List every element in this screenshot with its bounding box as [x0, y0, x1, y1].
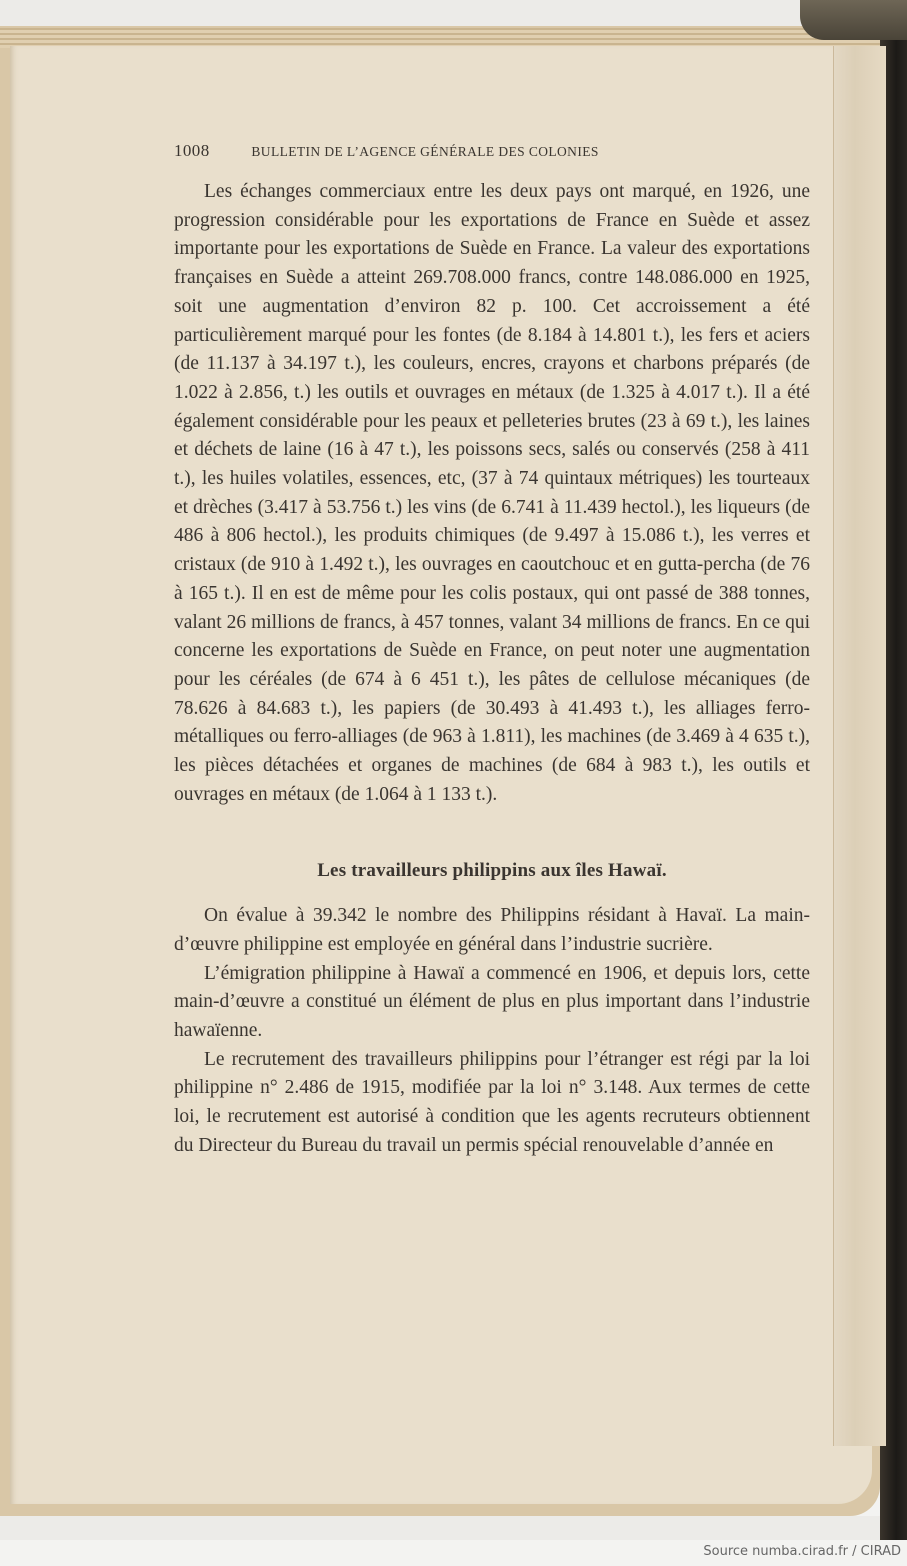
- source-credit: Source numba.cirad.fr / CIRAD: [703, 1544, 901, 1559]
- book-spine-top: [800, 0, 907, 40]
- section-title: Les travailleurs philippins aux îles Hawaï.: [317, 860, 667, 882]
- scan-background-top: [0, 0, 907, 28]
- running-title: BULLETIN DE L’AGENCE GÉNÉRALE DES COLONIES: [251, 144, 599, 159]
- page-stack-edges: [0, 28, 880, 48]
- page-fold-edge: [833, 46, 886, 1446]
- paragraph: On évalue à 39.342 le nombre des Philippins résidant à Havaï. La main-d’œuvre philippine est employée en général dans l’industrie sucrière.: [174, 905, 810, 955]
- page-body: [174, 178, 810, 1161]
- paragraph: L’émigration philippine à Hawaï a commencé en 1906, et depuis lors, cette main-d’œuvre a constitué un élément de plus en plus important dans l’industrie hawaïenne.: [174, 962, 810, 1041]
- running-header: [174, 141, 734, 161]
- paragraph: Le recrutement des travailleurs philippins pour l’étranger est régi par la loi philippine n° 2.486 de 1915, modifiée par la loi n° 3.148. Aux termes de cette loi, le recrutement est autorisé à condition que les agents recruteurs obtiennent du Directeur du Bureau du travail un permis spécial renouvelable d’année en: [174, 1048, 810, 1156]
- paragraph-trade-sweden: Les échanges commerciaux entre les deux pays ont marqué, en 1926, une progression considérable pour les exportations de France en Suède et assez importante pour les exportations de Suède en France. La valeur des exportations françaises en Suède a atteint 269.708.000 francs, contre 148.086.000 en 1925, soit une augmentation d’environ 82 p. 100. Cet accroissement a été particulièrement marqué pour les fontes (de 8.184 à 14.801 t.), les fers et aciers (de 11.137 à 34.197 t.), les couleurs, encres, crayons et charbons préparés (de 1.022 à 2.856, t.) les outils et ouvrages en métaux (de 1.325 à 4.017 t.). Il a été également considérable pour les peaux et pelleteries brutes (23 à 69 t.), les laines et déchets de laine (16 à 47 t.), les poissons secs, salés ou conservés (258 à 411 t.), les huiles volatiles, essences, etc, (37 à 74 quintaux métriques) les tourteaux et drèches (3.417 à 53.756 t.) les vins (de 6.741 à 11.439 hectol.), les liqueurs (de 486 à 806 hectol.), les produits chimiques (de 9.497 à 15.086 t.), les verres et cristaux (de 910 à 1.492 t.), les ouvrages en caoutchouc et en gutta-percha (de 76 à 165 t.). Il en est de même pour les colis postaux, qui ont passé de 388 tonnes, valant 26 millions de francs, à 457 tonnes, valant 34 millions de francs. En ce qui concerne les exportations de Suède en France, on peut noter une augmentation pour les céréales (de 674 à 6 451 t.), les pâtes de cellulose mécaniques (de 78.626 à 84.683 t.), les papiers (de 30.493 à 41.493 t.), les alliages ferro-métalliques ou ferro-alliages (de 963 à 1.811), les machines (de 3.469 à 4 635 t.), les pièces détachées et organes de machines (de 684 à 983 t.), les outils et ouvrages en métaux (de 1.064 à 1 133 t.).: [174, 181, 810, 805]
- page-number: 1008: [174, 141, 210, 160]
- scan-background-bottom: [0, 1516, 880, 1540]
